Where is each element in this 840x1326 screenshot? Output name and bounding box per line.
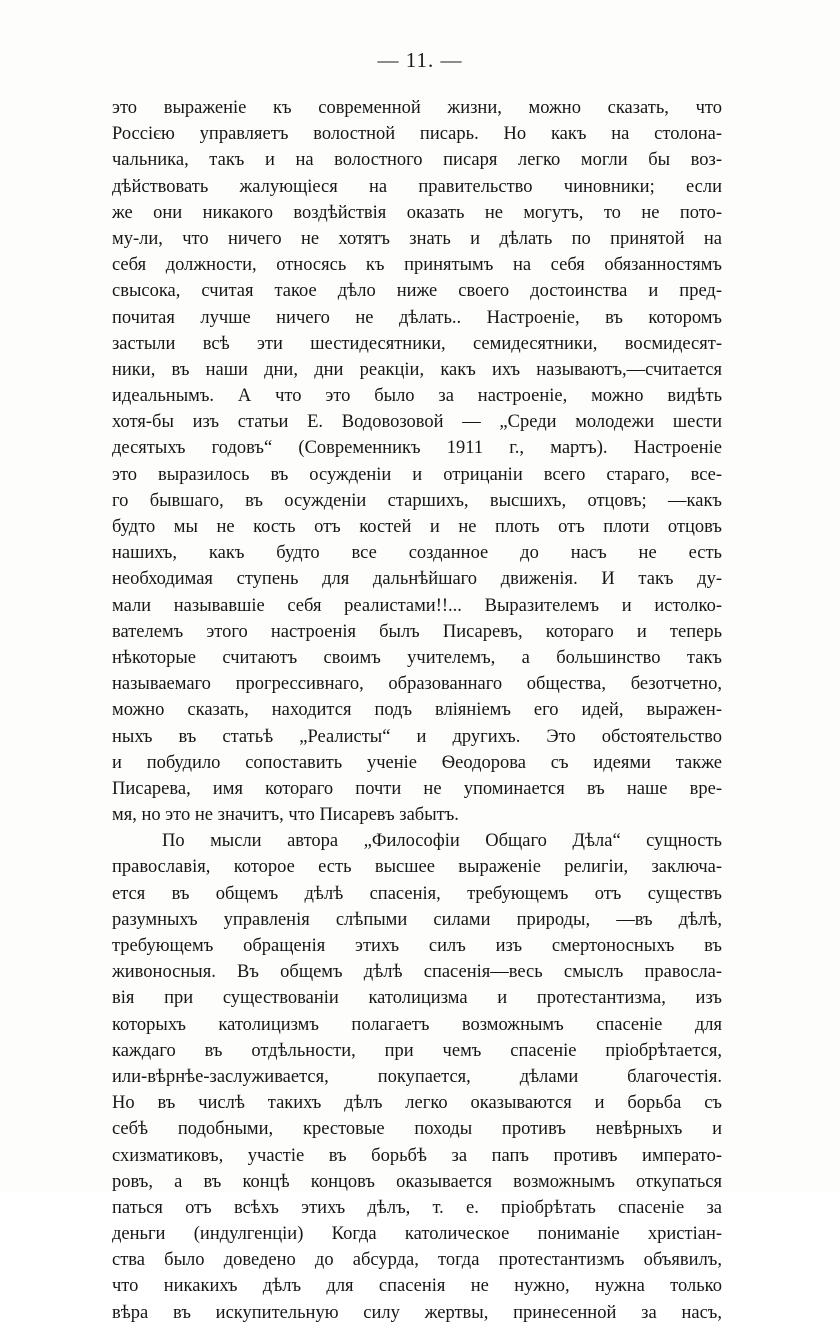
text-line: схизматиковъ, участіе въ борьбѣ за папъ противъ императо- bbox=[112, 1145, 722, 1166]
text-line: вія при существованіи католицизма и протестантизма, изъ bbox=[112, 988, 722, 1009]
text-line: каждаго въ отдѣльности, при чемъ спасеніе пріобрѣтается, bbox=[112, 1040, 722, 1061]
text-line: мя, но это не значитъ, что Писаревъ забытъ. bbox=[112, 805, 459, 826]
text-line: Писарева, имя котораго почти не упоминается въ наше вре- bbox=[112, 778, 722, 799]
text-line: называемаго прогрессивнаго, образованнаго общества, безотчетно, bbox=[112, 674, 722, 695]
text-line: себя должности, относясь къ принятымъ на себя обязанностямъ bbox=[112, 255, 722, 276]
text-line: му-ли, что ничего не хотятъ знать и дѣлать по принятой на bbox=[112, 228, 722, 249]
text-line: вателемъ этого настроенія былъ Писаревъ, котораго и теперь bbox=[112, 621, 722, 642]
text-line: которыхъ католицизмъ полагаетъ возможнымъ спасеніе для bbox=[112, 1014, 722, 1035]
text-line: это выразилось въ осужденіи и отрицаніи всего стараго, все- bbox=[112, 464, 722, 485]
text-line: это выраженіе къ современной жизни, можно сказать, что bbox=[112, 98, 722, 118]
text-line: хотя-бы изъ статьи Е. Водовозовой — „Среди молодежи шести bbox=[112, 412, 722, 433]
text-line: го бывшаго, въ осужденіи старшихъ, высшихъ, отцовъ; —какъ bbox=[112, 490, 722, 511]
text-line: можно сказать, находится подъ вліяніемъ его идей, выражен- bbox=[112, 700, 722, 721]
text-line: живоносныя. Въ общемъ дѣлѣ спасенія—весь смыслъ правосла- bbox=[112, 962, 722, 983]
text-line: Россією управляетъ волостной писарь. Но какъ на столона- bbox=[112, 124, 722, 145]
text-line: ровъ, а въ концѣ концовъ оказывается возможнымъ откупаться bbox=[112, 1171, 722, 1192]
text-line: свысока, считая такое дѣло ниже своего достоинства и пред- bbox=[112, 281, 722, 302]
text-line: будто мы не кость отъ костей и не плоть отъ плоти отцовъ bbox=[112, 517, 722, 537]
text-line: и побудило сопоставить ученіе Ѳеодорова съ идеями также bbox=[112, 752, 722, 773]
body-text bbox=[112, 95, 722, 1326]
text-line: необходимая ступень для дальнѣйшаго движенія. И такъ ду- bbox=[112, 569, 722, 590]
text-line: вѣра въ искупительную силу жертвы, принесенной за насъ, bbox=[112, 1302, 722, 1323]
text-line: разумныхъ управленія слѣпыми силами природы, —въ дѣлѣ, bbox=[112, 909, 722, 930]
text-line: паться отъ всѣхъ этихъ дѣлъ, т. е. пріобрѣтать спасеніе за bbox=[112, 1197, 722, 1218]
text-line: ныхъ въ статьѣ „Реалисты“ и другихъ. Это обстоятельство bbox=[112, 726, 722, 747]
text-line: требующемъ обращенія этихъ силъ изъ смертоносныхъ въ bbox=[112, 936, 722, 956]
text-line: ства было доведено до абсурда, тогда протестантизмъ объявилъ, bbox=[112, 1250, 722, 1271]
text-line: что никакихъ дѣлъ для спасенія не нужно, нужна только bbox=[112, 1276, 722, 1297]
text-line: себѣ подобными, крестовые походы противъ невѣрныхъ и bbox=[112, 1119, 722, 1140]
text-line: почитая лучше ничего не дѣлать.. Настроеніе, въ которомъ bbox=[112, 307, 722, 328]
text-line: нѣкоторые считаютъ своимъ учителемъ, а большинство такъ bbox=[112, 647, 722, 668]
page-number: — 11. — bbox=[377, 48, 463, 72]
text-line: Но въ числѣ такихъ дѣлъ легко оказываются и борьба съ bbox=[112, 1093, 722, 1114]
text-line: православія, которое есть высшее выраженіе религіи, заключа- bbox=[112, 857, 722, 878]
text-line: дѣйствовать жалующіеся на правительство чиновники; если bbox=[112, 176, 722, 197]
text-line: же они никакого воздѣйствія оказать не могутъ, то не пото- bbox=[112, 202, 722, 223]
text-line: По мысли автора „Философіи Общаго Дѣла“ сущность bbox=[162, 831, 722, 852]
text-line: или-вѣрнѣе-заслуживается, покупается, дѣлами благочестія. bbox=[112, 1066, 722, 1087]
text-line: идеальнымъ. А что это было за настроеніе, можно видѣть bbox=[112, 386, 722, 407]
text-line: застыли всѣ эти шестидесятники, семидесятники, восмидесят- bbox=[112, 333, 722, 354]
text-line: десятыхъ годовъ“ (Современникъ 1911 г., мартъ). Настроеніе bbox=[112, 438, 722, 459]
text-line: нашихъ, какъ будто все созданное до насъ не есть bbox=[112, 543, 722, 564]
text-line: деньги (индулгенціи) Когда католическое пониманіе христіан- bbox=[112, 1224, 722, 1245]
text-line: ется въ общемъ дѣлѣ спасенія, требующемъ отъ существъ bbox=[112, 883, 722, 904]
text-line: мали называвшіе себя реалистами!!... Выразителемъ и истолко- bbox=[112, 595, 722, 616]
text-line: ники, въ наши дни, дни реакціи, какъ ихъ называютъ,—считается bbox=[112, 359, 722, 380]
text-line: чальника, такъ и на волостного писаря легко могли бы воз- bbox=[112, 150, 722, 171]
